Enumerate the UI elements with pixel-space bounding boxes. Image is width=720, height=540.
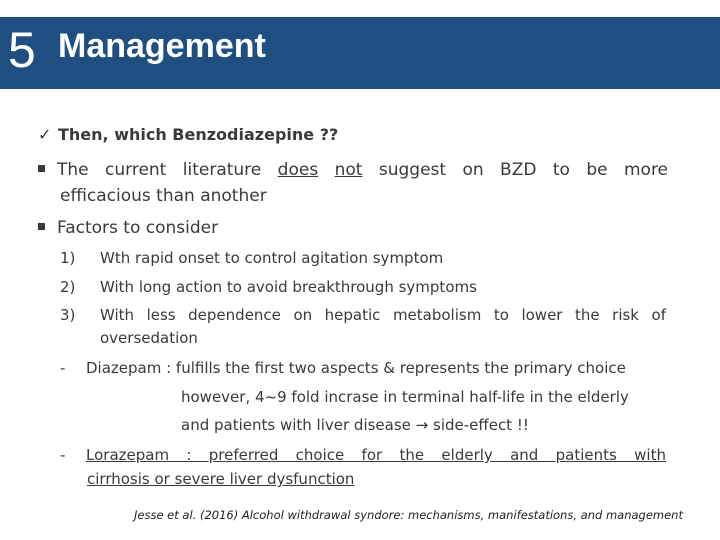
dash-item-diazepam: - Diazepam : fulfills the first two aspects & represents the primary choice [60,359,626,377]
underlined-does: does [277,160,319,180]
check-icon: ✓ [38,125,52,144]
numbered-item: 2) With long action to avoid breakthrough symptoms [60,278,477,296]
numbered-item: 1) Wth rapid onset to control agitation symptom [60,249,444,267]
underlined-not: not [334,160,363,180]
dash-item-diazepam-line3: and patients with liver disease → side-effect !! [181,416,529,434]
section-number: 5 [8,22,36,78]
bullet-factors: Factors to consider [38,215,218,241]
check-heading [38,124,338,146]
dash-item-lorazepam-line2: cirrhosis or severe liver dysfunction [87,470,355,488]
numbered-item-line2: oversedation [100,329,198,347]
dash-item-diazepam-line2: however, 4~9 fold incrase in terminal half-life in the elderly [181,388,629,406]
page-title: Management [58,27,266,65]
arrow-right-icon: → [415,416,429,434]
square-bullet-icon [38,223,45,230]
square-bullet-icon [38,165,45,172]
numbered-item: 3) With less dependence on hepatic metabolism to lower the risk of [60,306,666,324]
bullet-literature-line2: efficacious than another [60,186,267,206]
check-heading-text: Then, which Benzodiazepine ?? [58,125,339,144]
dash-item-lorazepam: - Lorazepam : preferred choice for the elderly and patients with [60,446,666,464]
bullet-literature: The current literature does not suggest on BZD to be more [38,157,668,183]
citation: Jesse et al. (2016) Alcohol withdrawal syndore: mechanisms, manifestations, and management [134,508,683,522]
